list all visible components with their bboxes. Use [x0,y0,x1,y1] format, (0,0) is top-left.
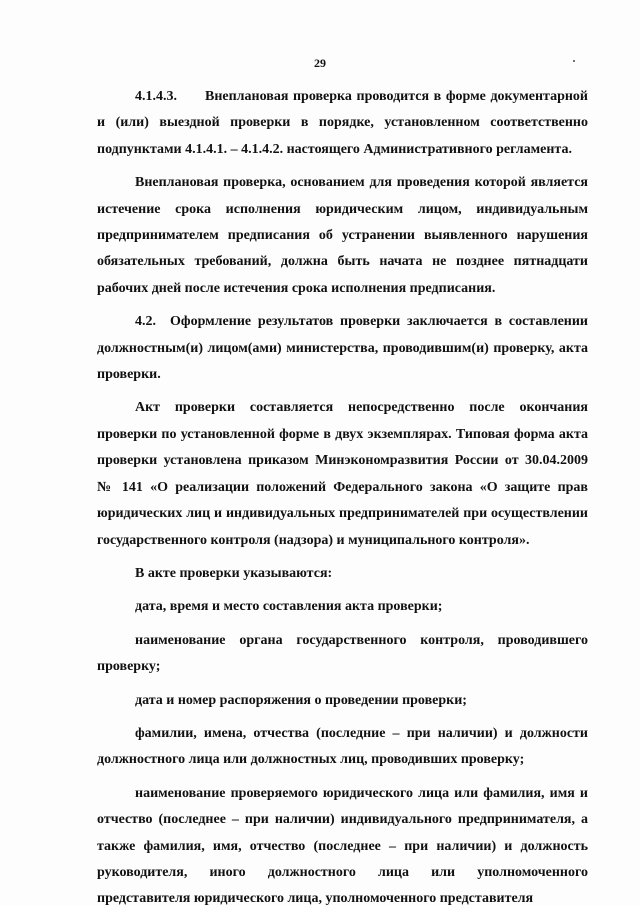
list-item-date-time-place: дата, время и место составления акта проверки; [135,599,443,615]
paragraph-act-contents-intro: В акте проверки указываются: [135,565,333,581]
list-item-control-body-name: наименование органа государственного контроля, проводившего проверку; [97,632,588,675]
list-item-officials-names: фамилии, имена, отчества (последние – при наличии) и должности должностного лица или должностных лиц, проводивших проверку; [97,725,588,768]
page-number: 29 [314,56,326,70]
paragraph-4-2: 4.2. Оформление результатов проверки заключается в составлении должностным(и) лицом(ами) министерства, проводившим(и) проверку, акта проверки. [97,314,588,383]
list-item-inspected-entity: наименование проверяемого юридического лица или фамилия, имя и отчество (последнее – при наличии) индивидуального предпринимателя, а также фамилия, имя, отчество (последнее – при наличии) и должность руководителя, иного должностного лица или уполномоченного представителя юридического лица, уполномоченного представителя [97,785,588,907]
document-body [97,84,588,913]
scan-speck [573,60,575,62]
paragraph-unplanned-inspection-deadline: Внеплановая проверка, основанием для проведения которой является истечение срока исполнения юридическим лицом, индивидуальным предпринимателем предписания об устранении выявленного нарушения обязательных требований, должна быть начата не позднее пятнадцати рабочих дней после истечения срока исполнения предписания. [97,175,588,296]
paragraph-inspection-act: Акт проверки составляется непосредственно после окончания проверки по установленной форме в двух экземплярах. Типовая форма акта проверки установлена приказом Минэкономразвития России от 30.04.2009 № 141 «О реализации положений Федерального закона «О защите прав юридических лиц и индивидуальных предпринимателей при осуществлении государственного контроля (надзора) и муниципального контроля». [97,400,588,548]
list-item-order-date-number: дата и номер распоряжения о проведении проверки; [135,692,467,708]
paragraph-4-1-4-3: 4.1.4.3. Внеплановая проверка проводится в форме документарной и (или) выездной проверки в порядке, установленном соответственно подпунктами 4.1.4.1. – 4.1.4.2. настоящего Административного регламента. [97,89,588,157]
